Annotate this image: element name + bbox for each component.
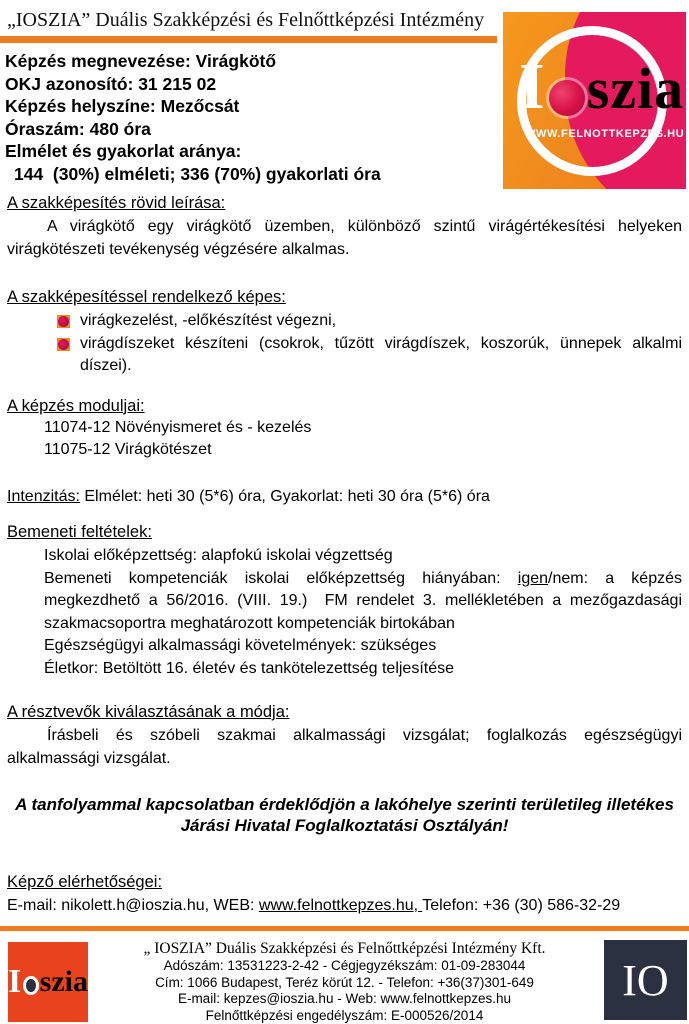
- entry-competence-suffix: /nem: a képzés megkezdhető a 56/2016. (VIII. 19.) FM rendelet 3. mellékletében a mezőgazdasági szakmacsoportra meghatározott kompetenciák birtokában: [44, 569, 687, 632]
- footer-logo-o-icon: [23, 976, 38, 995]
- footer-tax-line: Adószám: 13531223-2-42 - Cégjegyzékszám: 01-09-283044: [163, 958, 526, 973]
- entry-health: Egészségügyi alkalmassági követelmények: szükséges: [44, 637, 437, 654]
- logo-website-url: WWW.FELNOTTKEPZES.HU: [525, 128, 685, 140]
- course-ratio-value: 144 (30%) elméleti; 336 (70%) gyakorlati óra: [14, 163, 381, 184]
- contact-line: [7, 895, 682, 918]
- footer-logo-letters-szia: szia: [39, 965, 88, 998]
- intensity-value: Elmélet: heti 30 (5*6) óra, Gyakorlat: heti 30 óra (5*6) óra: [79, 487, 490, 505]
- header-accent-rule: [0, 36, 497, 43]
- course-hours: Óraszám: 480 óra: [5, 118, 151, 139]
- footer-address-line: Cím: 1066 Budapest, Teréz körút 12. - Telefon: +36(37)301-649: [155, 974, 534, 990]
- section-heading-competencies: A szakképesítéssel rendelkező képes:: [7, 288, 286, 306]
- intensity-label: Intenzitás:: [7, 487, 80, 505]
- intensity-line: [7, 486, 682, 509]
- selection-text: Írásbeli és szóbeli szakmai alkalmassági vizsgálat; foglalkozás egészségügyi alkalmassági vizsgálat.: [7, 727, 682, 767]
- logo-o-dot-icon: [549, 80, 585, 116]
- footer-company-info: [110, 940, 579, 1024]
- notice-line-2: Járási Hivatal Foglalkoztatási Osztályán!: [180, 816, 509, 835]
- footer-io-logo: IO: [604, 940, 687, 1020]
- footer-logo-letter-i: I: [8, 963, 22, 1000]
- list-item: [57, 333, 682, 378]
- section-heading-short-description: A szakképesítés rövid leírása:: [7, 194, 226, 212]
- course-okj-id: OKJ azonosító: 31 215 02: [5, 73, 217, 94]
- bullet-dot: [58, 339, 69, 350]
- logo-wordmark: [519, 50, 685, 123]
- course-ratio-label: Elmélet és gyakorlat aránya:: [5, 141, 242, 161]
- competency-list: [7, 310, 682, 378]
- footer-license-line: Felnőttképzési engedélyszám: E-000526/2014: [205, 1007, 484, 1023]
- course-location: Képzés helyszíne: Mezőcsát: [5, 96, 240, 116]
- entry-competence-prefix: Bemeneti kompetenciák iskolai előképzettség hiányában:: [44, 569, 518, 587]
- footer-ioszia-logo: [8, 942, 88, 1022]
- entry-competence: [44, 568, 687, 636]
- competency-item-text: virágkezelést, -előkészítést végezni,: [80, 312, 337, 329]
- footer-email-line: E-mail: kepzes@ioszia.hu - Web: www.felnottkepzes.hu: [177, 991, 512, 1006]
- section-heading-contact: Képző elérhetőségei:: [7, 873, 163, 891]
- logo-letter-i: I: [519, 50, 545, 123]
- page-title: „IOSZIA” Duális Szakképzési és Felnőttképzési Intézmény: [7, 9, 485, 31]
- short-description-text: A virágkötő egy virágkötő üzemben, különböző szintű virágértékesítési helyeken virágkötészeti tevékenység végzésére alkalmas.: [7, 218, 682, 258]
- competency-item-text: virágdíszeket készíteni (csokrok, tűzött virágdíszek, koszorúk, ünnepek alkalmi díszei).: [80, 334, 682, 374]
- module-item: 11074-12 Növényismeret és - kezelés: [44, 418, 312, 436]
- footer-company-name: „ IOSZIA” Duális Szakképzési és Felnőttképzési Intézmény Kft.: [143, 940, 546, 957]
- module-item: 11075-12 Virágkötészet: [44, 441, 212, 458]
- bullet-dot: [58, 316, 69, 327]
- contact-phone: Telefon: +36 (30) 586-32-29: [422, 897, 621, 914]
- notice-line-1: A tanfolyammal kapcsolatban érdeklődjön a lakóhelye szerinti területileg illetékes: [15, 795, 674, 814]
- ioszia-bullet-icon: [57, 338, 70, 351]
- ioszia-bullet-icon: [57, 315, 70, 328]
- ioszia-logo: [503, 12, 686, 189]
- list-item: [57, 310, 682, 333]
- entry-competence-yes: igen: [517, 569, 549, 587]
- section-heading-selection: A résztvevők kiválasztásának a módja:: [7, 703, 290, 721]
- footer-accent-rule: [0, 926, 689, 931]
- logo-letters-szia: szia: [586, 56, 685, 121]
- contact-notice: [7, 794, 682, 836]
- course-name: Képzés megnevezése: Virágkötő: [5, 51, 277, 71]
- section-heading-entry-requirements: Bemeneti feltételek:: [7, 523, 152, 541]
- document-body: [7, 193, 687, 918]
- entry-requirements-block: [7, 545, 687, 680]
- footer: [0, 938, 689, 1024]
- entry-age: Életkor: Betöltött 16. életév és tankötelezettség teljesítése: [44, 659, 455, 677]
- contact-email: E-mail: nikolett.h@ioszia.hu, WEB:: [7, 897, 259, 914]
- section-heading-modules: A képzés moduljai:: [7, 396, 145, 415]
- entry-schooling: Iskolai előképzettség: alapfokú iskolai végzettség: [44, 547, 393, 564]
- contact-web-link[interactable]: www.felnottkepzes.hu,: [258, 897, 423, 914]
